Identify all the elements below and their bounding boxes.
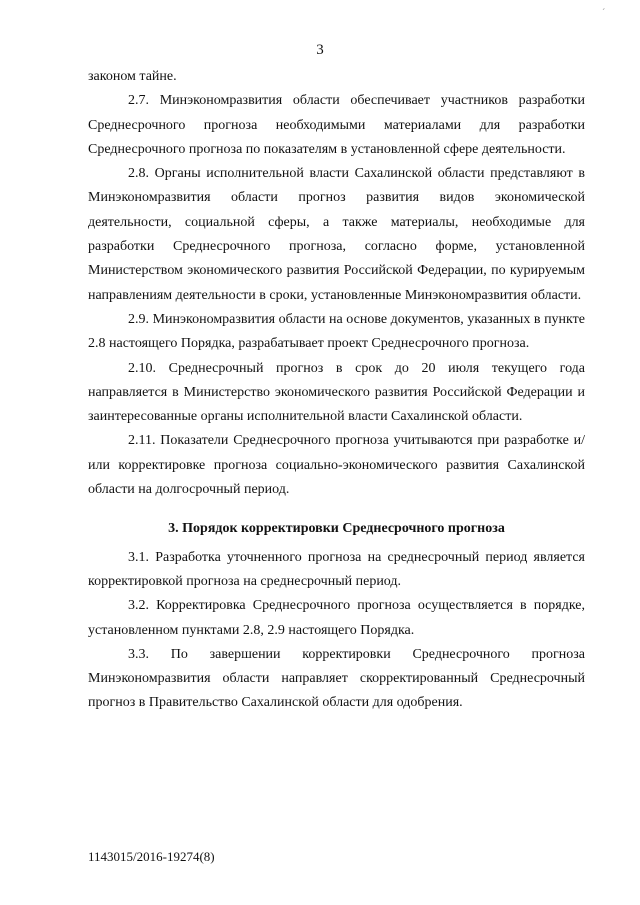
page-number: 3 xyxy=(316,42,324,58)
scan-artifact: ´ xyxy=(602,8,606,19)
paragraph-2-11: 2.11. Показатели Среднесрочного прогноза учитываются при разработке и/или корректировке прогноза социально-экономического развития Сахалинской области на долгосрочный период. xyxy=(88,433,585,498)
document-number: 1143015/2016-19274(8) xyxy=(88,849,215,864)
paragraph-2-10: 2.10. Среднесрочный прогноз в срок до 20 июля текущего года направляется в Министерство экономического развития Российской Федерации и заинтересованные органы исполнительной власти Сахалинской области. xyxy=(88,360,585,425)
paragraph-2-8: 2.8. Органы исполнительной власти Сахалинской области представляют в Минэкономразвития области прогноз развития видов экономической деятельности, социальной сферы, а также материалы, необходимые для разработки Среднесрочного прогноза, согласно форме, установленной Министерством экономического развития Российской Федерации, по курируемым направлениям деятельности в сроки, установленные Минэкономразвития области. xyxy=(88,166,585,303)
paragraph-3-2: 3.2. Корректировка Среднесрочного прогноза осуществляется в порядке, установленном пунктами 2.8, 2.9 настоящего Порядка. xyxy=(88,598,585,638)
paragraph-continuation: законом тайне. xyxy=(88,69,177,84)
section-3-heading: 3. Порядок корректировки Среднесрочного прогноза xyxy=(168,521,505,537)
paragraph-2-7: 2.7. Минэкономразвития области обеспечивает участников разработки Среднесрочного прогноза необходимыми материалами для разработки Среднесрочного прогноза по показателям в установленной сфере деятельности. xyxy=(88,93,585,157)
document-body xyxy=(88,65,585,716)
paragraph-2-9: 2.9. Минэкономразвития области на основе документов, указанных в пункте 2.8 настоящего Порядка, разрабатывает проект Среднесрочного прогноза. xyxy=(88,311,585,352)
paragraph-3-3: 3.3. По завершении корректировки Среднесрочного прогноза Минэкономразвития области направляет скорректированный Среднесрочный прогноз в Правительство Сахалинской области для одобрения. xyxy=(88,646,585,711)
paragraph-3-1: 3.1. Разработка уточненного прогноза на среднесрочный период является корректировкой прогноза на среднесрочный период. xyxy=(88,549,585,589)
